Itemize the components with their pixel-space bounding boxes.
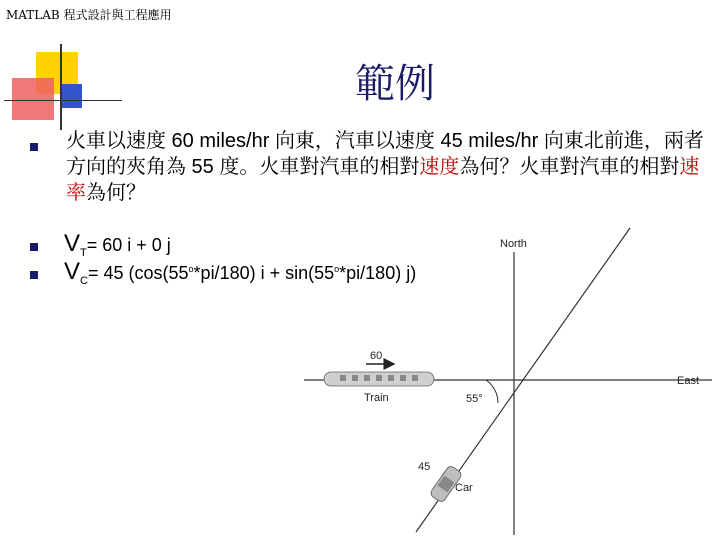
slide-title: 範例 [355,61,435,107]
angle-label: 55° [466,393,483,405]
highlight-velocity: 速度 [419,154,460,178]
train-icon [324,372,434,386]
train-label: Train [364,392,389,404]
train-velocity-equation: $V_T= 60$ i + 0 j [64,230,171,259]
angle-arc [486,380,498,403]
car-label: Car [455,482,473,494]
highlight-speed: 速率 [66,154,700,204]
problem-text: 火車以速度 60 miles/hr 向東，汽車以速度 45 miles/hr 向東北前進，兩者方向的夾角為 55 度。火車對汽車的相對速度為何？火車對汽車的相對速率為何？ [66,128,704,204]
car-velocity-equation: $V_C= 45$ (cos(55$^o$*pi/180) $i + \sin(55^o*pi/180)$ j) [64,258,417,287]
east-label: East [677,375,700,387]
car-speed-label: 45 [418,461,431,473]
train-speed-label: 60 [370,350,383,362]
north-label: North [500,238,527,250]
course-header: MATLAB 程式設計與工程應用 [6,8,172,22]
